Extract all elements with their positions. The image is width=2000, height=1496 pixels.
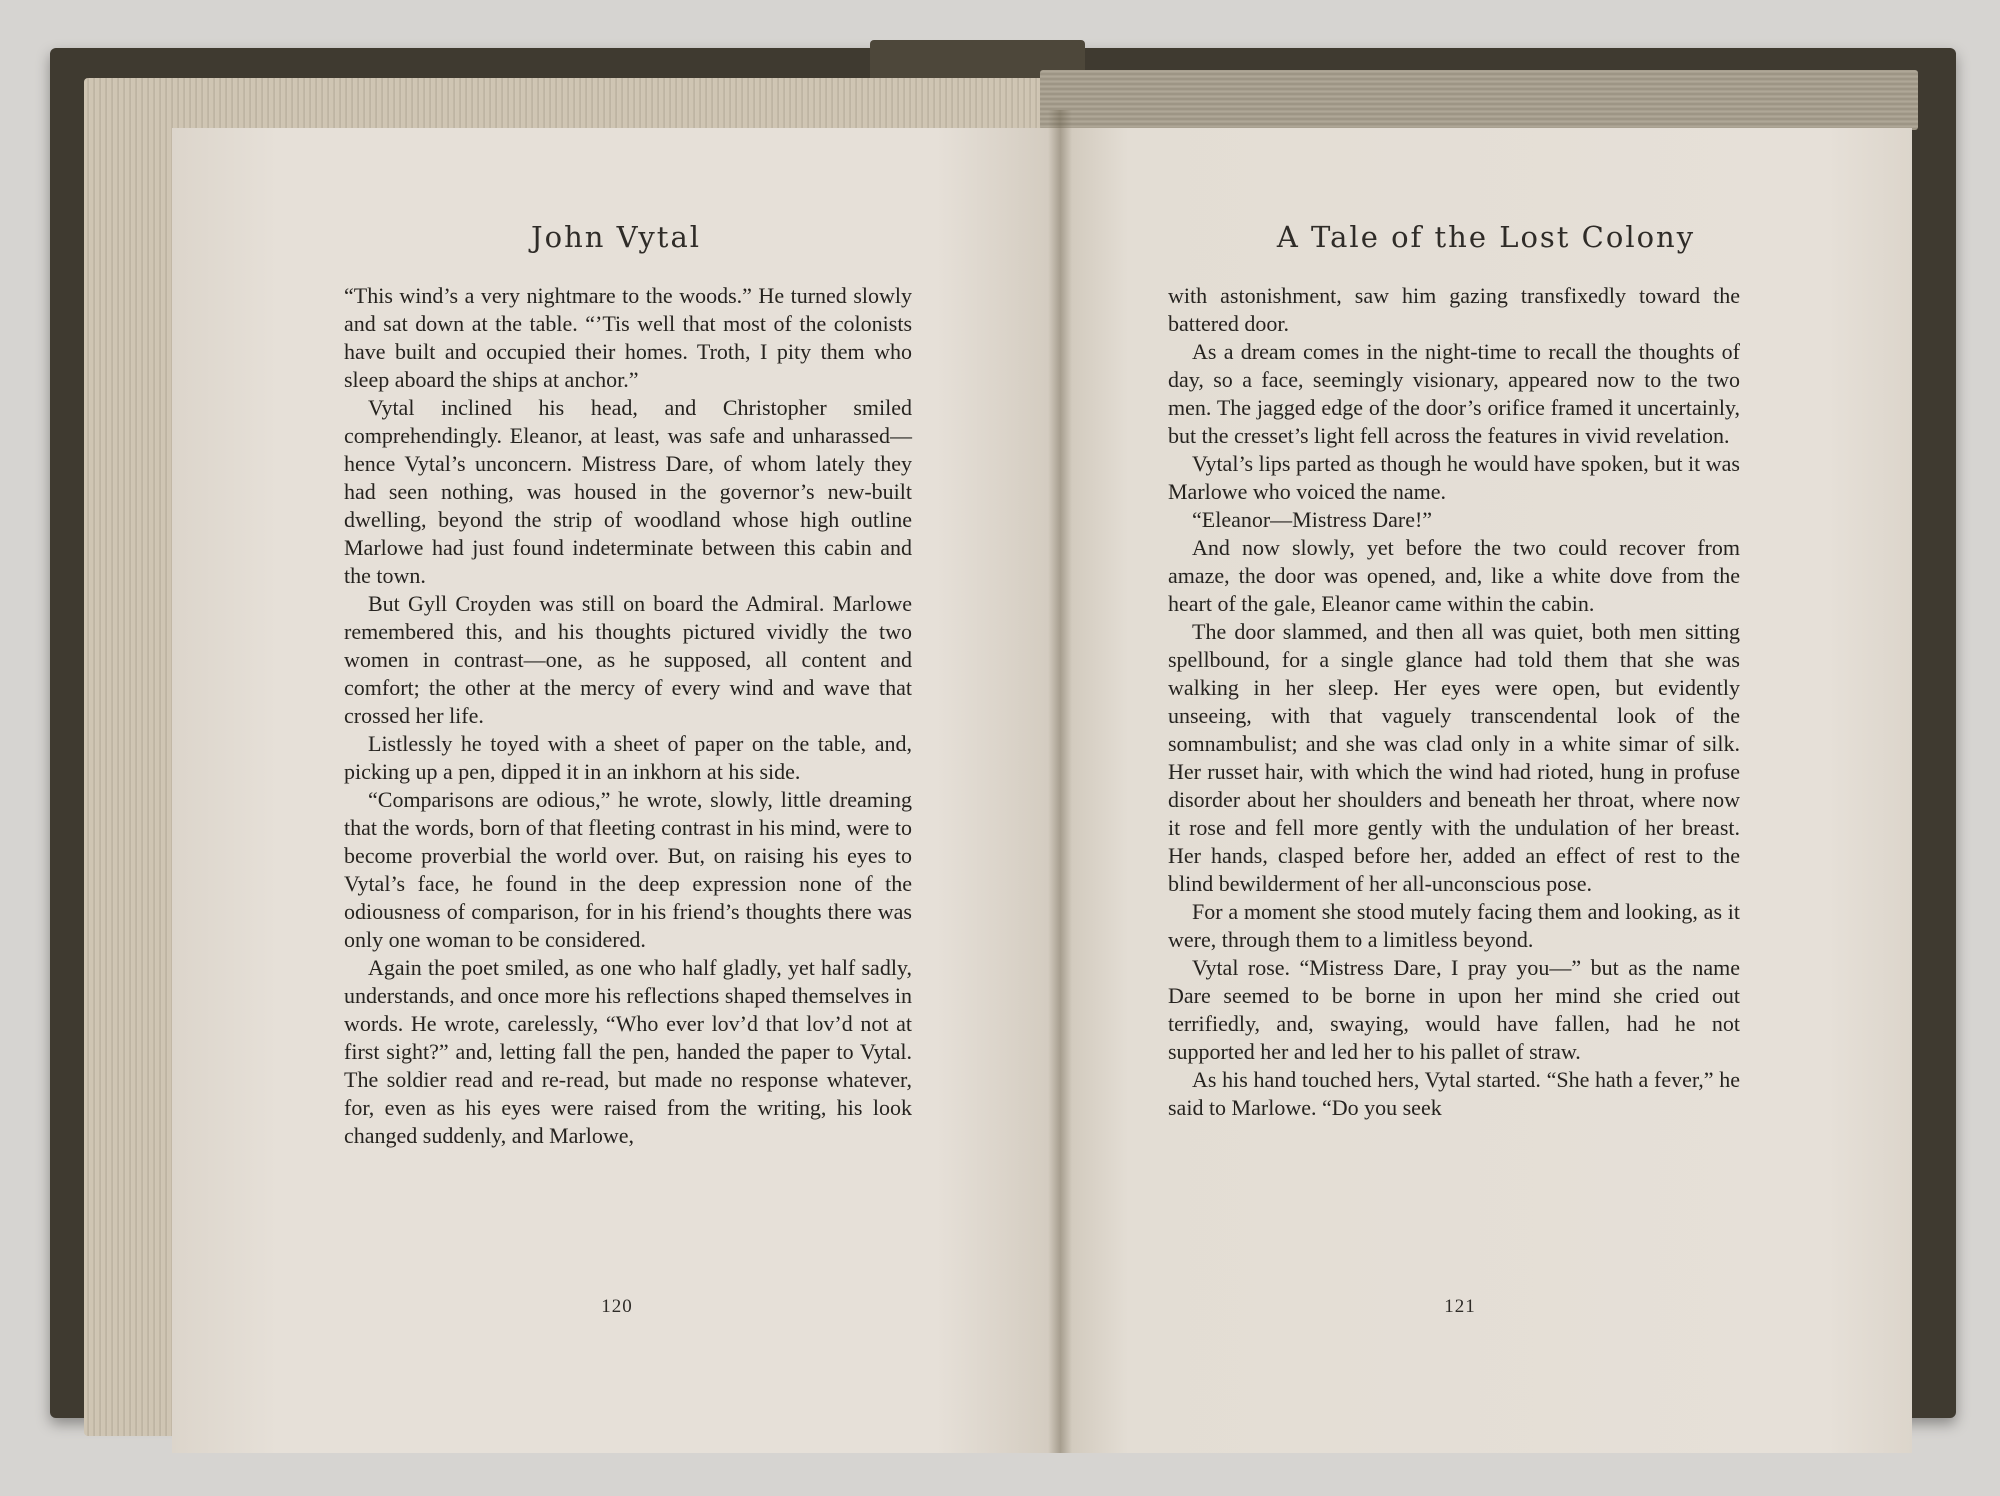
left-text-block [344, 282, 912, 1150]
paragraph: “Comparisons are odious,” he wrote, slowly, little dreaming that the words, born of that fleeting contrast in his mind, were to become proverbial the world over. But, on raising his eyes to Vytal’s face, he found in the deep expression none of the odiousness of comparison, for in his friend’s thoughts there was only one woman to be considered. [344, 787, 912, 952]
continuation-paragraph: with astonishment, saw him gazing transfixedly toward the battered door. [1168, 283, 1740, 336]
right-text-block [1168, 282, 1740, 1122]
paragraph: The door slammed, and then all was quiet, both men sitting spellbound, for a single glance had told them that she was walking in her sleep. Her eyes were open, but evidently unseeing, with that vaguely transcendental look of the somnambulist; and she was clad only in a white simar of silk. Her russet hair, with which the wind had rioted, hung in profuse disorder about her shoulders and beneath her throat, where now it rose and fell more gently with the undulation of her breast. Her hands, clasped before her, added an effect of rest to the blind bewilderment of her all-unconscious pose. [1168, 619, 1740, 896]
right-page [1060, 128, 1912, 1453]
paragraph: “Eleanor—Mistress Dare!” [1192, 507, 1433, 532]
book-gutter [1048, 110, 1072, 1453]
right-page-edges [1040, 70, 1918, 130]
right-page-number: 121 [1444, 1296, 1476, 1317]
paragraph: Vytal’s lips parted as though he would have spoken, but it was Marlowe who voiced the name. [1168, 451, 1740, 504]
paragraph: Vytal rose. “Mistress Dare, I pray you—” but as the name Dare seemed to be borne in upon her mind she cried out terrifiedly, and, swaying, would have fallen, had he not supported her and led her to his pallet of straw. [1168, 955, 1740, 1064]
paragraph: And now slowly, yet before the two could recover from amaze, the door was opened, and, like a white dove from the heart of the gale, Eleanor came within the cabin. [1168, 535, 1740, 616]
paragraph: As his hand touched hers, Vytal started. “She hath a fever,” he said to Marlowe. “Do you seek [1168, 1067, 1740, 1120]
left-running-head: John Vytal [530, 220, 702, 254]
left-page-number: 120 [601, 1296, 633, 1317]
paragraph: As a dream comes in the night-time to recall the thoughts of day, so a face, seemingly visionary, appeared now to the two men. The jagged edge of the door’s orifice framed it uncertainly, but the cresset’s light fell across the features in vivid revelation. [1168, 339, 1740, 448]
left-page [172, 128, 1060, 1453]
paragraph: Again the poet smiled, as one who half gladly, yet half sadly, understands, and once more his reflections shaped themselves in words. He wrote, carelessly, “Who ever lov’d that lov’d not at first sight?” and, letting fall the pen, handed the paper to Vytal. The soldier read and re-read, but made no response whatever, for, even as his eyes were raised from the writing, his look changed suddenly, and Marlowe, [344, 955, 912, 1148]
paragraph: “This wind’s a very nightmare to the woods.” He turned slowly and sat down at the table. “’Tis well that most of the colonists have built and occupied their homes. Troth, I pity them who sleep aboard the ships at anchor.” [344, 283, 912, 392]
right-running-head: A Tale of the Lost Colony [1276, 220, 1696, 254]
paragraph: But Gyll Croyden was still on board the Admiral. Marlowe remembered this, and his thoughts pictured vividly the two women in contrast—one, as he supposed, all content and comfort; the other at the mercy of every wind and wave that crossed her life. [344, 591, 912, 728]
paragraph: Vytal inclined his head, and Christopher smiled comprehendingly. Eleanor, at least, was safe and unharassed—hence Vytal’s unconcern. Mistress Dare, of whom lately they had seen nothing, was housed in the governor’s new-built dwelling, beyond the strip of woodland whose high outline Marlowe had just found indeterminate between this cabin and the town. [344, 395, 912, 588]
paragraph: Listlessly he toyed with a sheet of paper on the table, and, picking up a pen, dipped it in an inkhorn at his side. [344, 731, 912, 784]
paragraph: For a moment she stood mutely facing them and looking, as it were, through them to a limitless beyond. [1168, 899, 1740, 952]
